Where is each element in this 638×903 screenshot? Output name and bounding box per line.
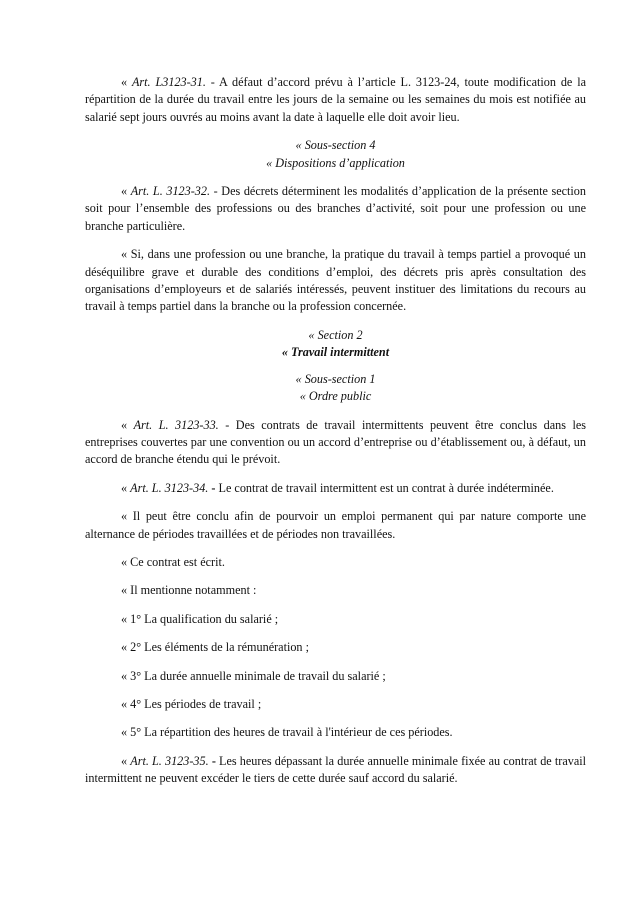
article-paragraph-l3123-34: [85, 480, 586, 497]
article-text: - A défaut d’accord prévu à l’article L. 3123-24, toute modification de la répartition de la durée du travail entre les jours de la semaine ou les semaines du mois est notifiée au salarié sept jours ouvrés au moins avant la date à laquelle elle doit avoir lieu.: [85, 75, 586, 124]
list-item-2: « 2° Les éléments de la rémunération ;: [121, 640, 309, 655]
list-item-5: « 5° La répartition des heures de travail à l'intérieur de ces périodes.: [121, 725, 453, 740]
article-separator: -: [208, 753, 220, 768]
quote-mark: «: [121, 417, 134, 432]
article-paragraph-l3123-33: [85, 417, 586, 469]
section-heading-number: « Section 2: [308, 327, 363, 342]
paragraph-limitations: « Si, dans une profession ou une branche, la pratique du travail à temps partiel a provoqué un déséquilibre grave et durable des conditions d’emploi, des décrets pris après consultation des organisations d’employeurs et de salariés intéressés, peuvent instituer des limitations du recours au travail à temps partiel dans la branche ou la profession concernée.: [85, 247, 586, 314]
article-text: Le contrat de travail intermittent est un contrat à durée indéterminée.: [218, 480, 554, 495]
article-text: Les heures dépassant la durée annuelle minimale fixée au contrat de travail intermittent ne peuvent excéder le tiers de cette durée sauf accord du salarié.: [85, 753, 586, 786]
quote-mark: «: [121, 184, 131, 199]
article-text: - Des décrets déterminent les modalités d’application de la présente section soit pour l’ensemble des professions ou des branches d’activité, soit pour une profession ou une branche particulière.: [85, 184, 586, 233]
subsection-heading-number: « Sous-section 4: [295, 138, 376, 153]
article-reference: Art. L. 3123-34.: [130, 480, 209, 495]
article-paragraph-l3123-32: [85, 183, 586, 235]
subsection-heading-number: « Sous-section 1: [295, 371, 376, 386]
article-text: - Des contrats de travail intermittents peuvent être conclus dans les entreprises couvertes par une convention ou un accord d’entreprise ou d’établissement ou, à défaut, un accord de branche étendu qui le prévoit.: [85, 417, 586, 467]
list-item-3: « 3° La durée annuelle minimale de travail du salarié ;: [121, 668, 386, 683]
paragraph-mentions: « Il mentionne notamment :: [121, 583, 257, 598]
quote-mark: «: [121, 75, 132, 89]
article-reference: Art. L3123-31.: [131, 75, 206, 89]
article-separator: -: [208, 480, 219, 495]
article-paragraph-l3123-31: [85, 74, 586, 126]
subsection-heading-title: « Ordre public: [299, 389, 372, 404]
quote-mark: «: [121, 753, 131, 768]
paragraph-permanent-employment: « Il peut être conclu afin de pourvoir un emploi permanent qui par nature comporte une alternance de périodes travaillées et de périodes non travaillées.: [85, 509, 586, 541]
article-reference: Art. L. 3123-35.: [130, 753, 209, 768]
quote-mark: «: [121, 480, 131, 495]
list-item-1: « 1° La qualification du salarié ;: [121, 611, 279, 626]
section-heading-title: « Travail intermittent: [281, 345, 390, 360]
article-reference: Art. L. 3123-32.: [130, 184, 211, 199]
article-paragraph-l3123-35: [85, 753, 586, 788]
paragraph-written-contract: « Ce contrat est écrit.: [121, 554, 225, 569]
article-reference: Art. L. 3123-33.: [133, 417, 219, 432]
subsection-heading-title: « Dispositions d’application: [266, 155, 405, 170]
list-item-4: « 4° Les périodes de travail ;: [121, 696, 262, 711]
